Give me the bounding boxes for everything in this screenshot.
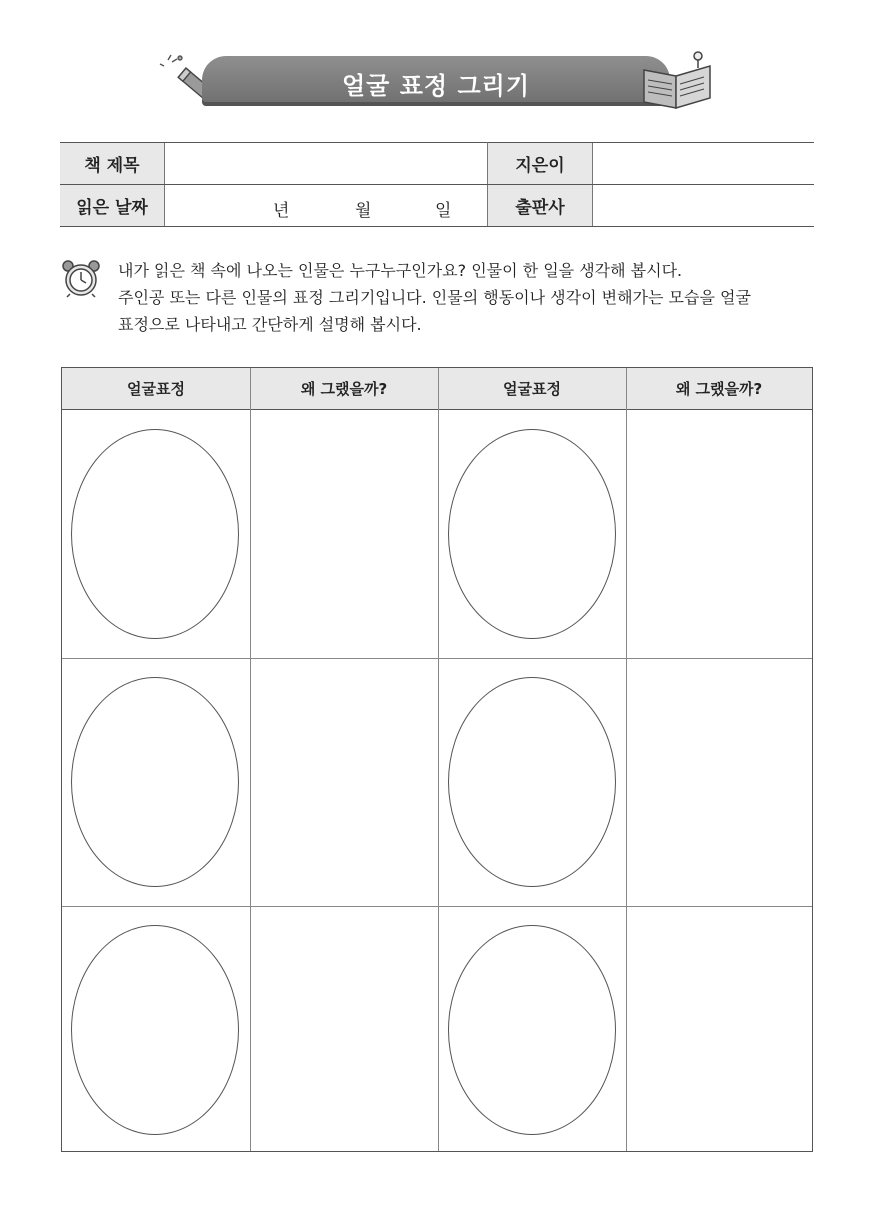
book-title-field[interactable] [165,143,488,185]
instruction-line: 주인공 또는 다른 인물의 표정 그리기입니다. 인물의 행동이나 생각이 변해가는 모습을 얼굴 [118,288,751,307]
face-drawing-area[interactable] [448,677,616,887]
face-drawing-area[interactable] [71,677,239,887]
instructions [118,257,818,338]
alarm-clock-icon [60,258,102,298]
face-drawing-grid [61,367,813,1152]
column-divider [250,368,251,1151]
title-banner [202,56,670,106]
book-title-label: 책 제목 [60,143,165,185]
column-divider [438,368,439,1151]
instruction-line: 내가 읽은 책 속에 나오는 인물은 누구누구인가요? 인물이 한 일을 생각해 봅시다. [118,261,683,280]
header-face-expression: 얼굴표정 [62,368,250,410]
header-why: 왜 그랬을까? [626,368,812,410]
publisher-field[interactable] [593,185,815,227]
face-drawing-area[interactable] [71,925,239,1135]
book-icon [640,50,716,112]
header-why: 왜 그랬을까? [250,368,438,410]
row-divider [62,658,812,659]
day-label: 일 [435,201,452,221]
author-label: 지은이 [488,143,593,185]
instruction-line: 표정으로 나타내고 간단하게 설명해 봅시다. [118,315,422,334]
page-title: 얼굴 표정 그리기 [342,72,530,100]
row-divider [62,906,812,907]
face-drawing-area[interactable] [71,429,239,639]
author-field[interactable] [593,143,815,185]
column-divider [626,368,627,1151]
book-info-table [60,142,814,227]
month-label: 월 [355,201,372,221]
date-label: 읽은 날짜 [60,185,165,227]
year-label: 년 [273,201,290,221]
date-field[interactable] [165,185,488,227]
publisher-label: 출판사 [488,185,593,227]
face-drawing-area[interactable] [448,429,616,639]
header-face-expression: 얼굴표정 [438,368,626,410]
face-drawing-area[interactable] [448,925,616,1135]
